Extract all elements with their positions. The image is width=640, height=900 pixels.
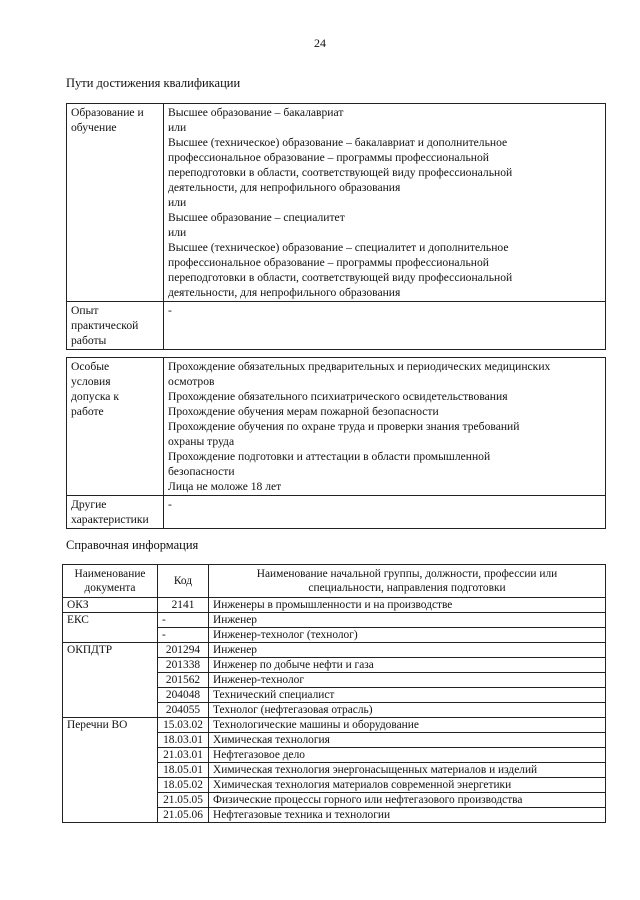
reference-table <box>62 564 606 823</box>
header-row <box>63 565 606 598</box>
text-line: переподготовки в области, соответствующей виду профессиональной <box>168 166 513 179</box>
text-line: Прохождение обучения по охране труда и проверки знания требований <box>168 420 520 433</box>
doc-cell: ОКЗ <box>63 598 158 613</box>
text-line: деятельности, для непрофильного образования <box>168 286 401 299</box>
table-row <box>63 613 606 628</box>
text-line: Прохождение подготовки и аттестации в области промышленной <box>168 450 491 463</box>
name-cell: Химическая технология энергонасыщенных материалов и изделий <box>209 763 606 778</box>
experience-value: - <box>164 302 606 350</box>
header-line: специальности, направления подготовки <box>308 582 506 594</box>
code-cell: 15.03.02 <box>158 718 209 733</box>
doc-cell: Перечни ВО <box>63 718 158 823</box>
header-document <box>63 565 158 598</box>
code-cell: 201338 <box>158 658 209 673</box>
experience-row <box>67 302 606 350</box>
text-line: Высшее образование – бакалавриат <box>168 106 344 119</box>
code-cell: 18.05.02 <box>158 778 209 793</box>
label-line: характеристики <box>71 513 149 526</box>
header-line: документа <box>84 582 136 594</box>
code-cell: 21.05.05 <box>158 793 209 808</box>
name-cell: Технологические машины и оборудование <box>209 718 606 733</box>
text-line: Прохождение обязательных предварительных и периодических медицинских <box>168 360 551 373</box>
name-cell: Инженеры в промышленности и на производстве <box>209 598 606 613</box>
code-cell: 204055 <box>158 703 209 718</box>
name-cell: Химическая технология <box>209 733 606 748</box>
header-line: Наименование <box>74 568 146 580</box>
text-line: профессиональное образование – программы профессиональной <box>168 256 489 269</box>
conditions-table <box>66 357 606 529</box>
label-line: Опыт <box>71 304 99 317</box>
education-label <box>67 104 164 302</box>
name-cell: Химическая технология материалов современной энергетики <box>209 778 606 793</box>
text-line: Лица не моложе 18 лет <box>168 480 282 493</box>
other-label <box>67 496 164 529</box>
education-content <box>164 104 606 302</box>
code-cell: - <box>158 628 209 643</box>
page-number: 24 <box>314 36 326 50</box>
conditions-row <box>67 358 606 496</box>
label-line: Образование и <box>71 106 144 119</box>
text-line: Высшее (техническое) образование – специалитет и дополнительное <box>168 241 509 254</box>
label-line: работе <box>71 405 104 418</box>
table-row <box>63 718 606 733</box>
code-cell: 21.05.06 <box>158 808 209 823</box>
text-line: переподготовки в области, соответствующей виду профессиональной <box>168 271 513 284</box>
text-line: или <box>168 121 187 134</box>
code-cell: 18.03.01 <box>158 733 209 748</box>
name-cell: Нефтегазовое дело <box>209 748 606 763</box>
name-cell: Инженер-технолог (технолог) <box>209 628 606 643</box>
name-cell: Технолог (нефтегазовая отрасль) <box>209 703 606 718</box>
label-line: условия <box>71 375 111 388</box>
code-cell: 201562 <box>158 673 209 688</box>
text-line: Высшее образование – специалитет <box>168 211 345 224</box>
label-line: допуска к <box>71 390 119 403</box>
name-cell: Нефтегазовые техника и технологии <box>209 808 606 823</box>
name-cell: Инженер-технолог <box>209 673 606 688</box>
name-cell: Инженер по добыче нефти и газа <box>209 658 606 673</box>
label-line: Другие <box>71 498 107 511</box>
label-line: обучение <box>71 121 117 134</box>
label-line: Особые <box>71 360 110 373</box>
code-cell: - <box>158 613 209 628</box>
code-cell: 2141 <box>158 598 209 613</box>
other-value: - <box>164 496 606 529</box>
text-line: или <box>168 226 187 239</box>
doc-cell: ЕКС <box>63 613 158 643</box>
text-line: осмотров <box>168 375 215 388</box>
table-row <box>63 643 606 658</box>
reference-section-title: Справочная информация <box>66 538 199 552</box>
qualification-section-title: Пути достижения квалификации <box>66 76 241 90</box>
text-line: Прохождение обязательного психиатрического освидетельствования <box>168 390 508 403</box>
name-cell: Инженер <box>209 613 606 628</box>
name-cell: Инженер <box>209 643 606 658</box>
code-cell: 201294 <box>158 643 209 658</box>
conditions-content <box>164 358 606 496</box>
text-line: деятельности, для непрофильного образования <box>168 181 401 194</box>
header-name <box>209 565 606 598</box>
code-cell: 21.03.01 <box>158 748 209 763</box>
other-row <box>67 496 606 529</box>
qualification-table <box>66 103 606 350</box>
table-row <box>63 598 606 613</box>
label-line: работы <box>71 334 107 347</box>
name-cell: Технический специалист <box>209 688 606 703</box>
text-line: охраны труда <box>168 435 235 448</box>
code-cell: 204048 <box>158 688 209 703</box>
text-line: профессиональное образование – программы профессиональной <box>168 151 489 164</box>
header-code: Код <box>158 565 209 598</box>
text-line: Высшее (техническое) образование – бакалавриат и дополнительное <box>168 136 508 149</box>
name-cell: Физические процессы горного или нефтегазового производства <box>209 793 606 808</box>
doc-cell: ОКПДТР <box>63 643 158 718</box>
code-cell: 18.05.01 <box>158 763 209 778</box>
text-line: Прохождение обучения мерам пожарной безопасности <box>168 405 439 418</box>
text-line: или <box>168 196 187 209</box>
header-line: Наименование начальной группы, должности, профессии или <box>256 568 558 580</box>
text-line: безопасности <box>168 465 235 478</box>
experience-label <box>67 302 164 350</box>
label-line: практической <box>71 319 139 332</box>
conditions-label <box>67 358 164 496</box>
education-row <box>67 104 606 302</box>
